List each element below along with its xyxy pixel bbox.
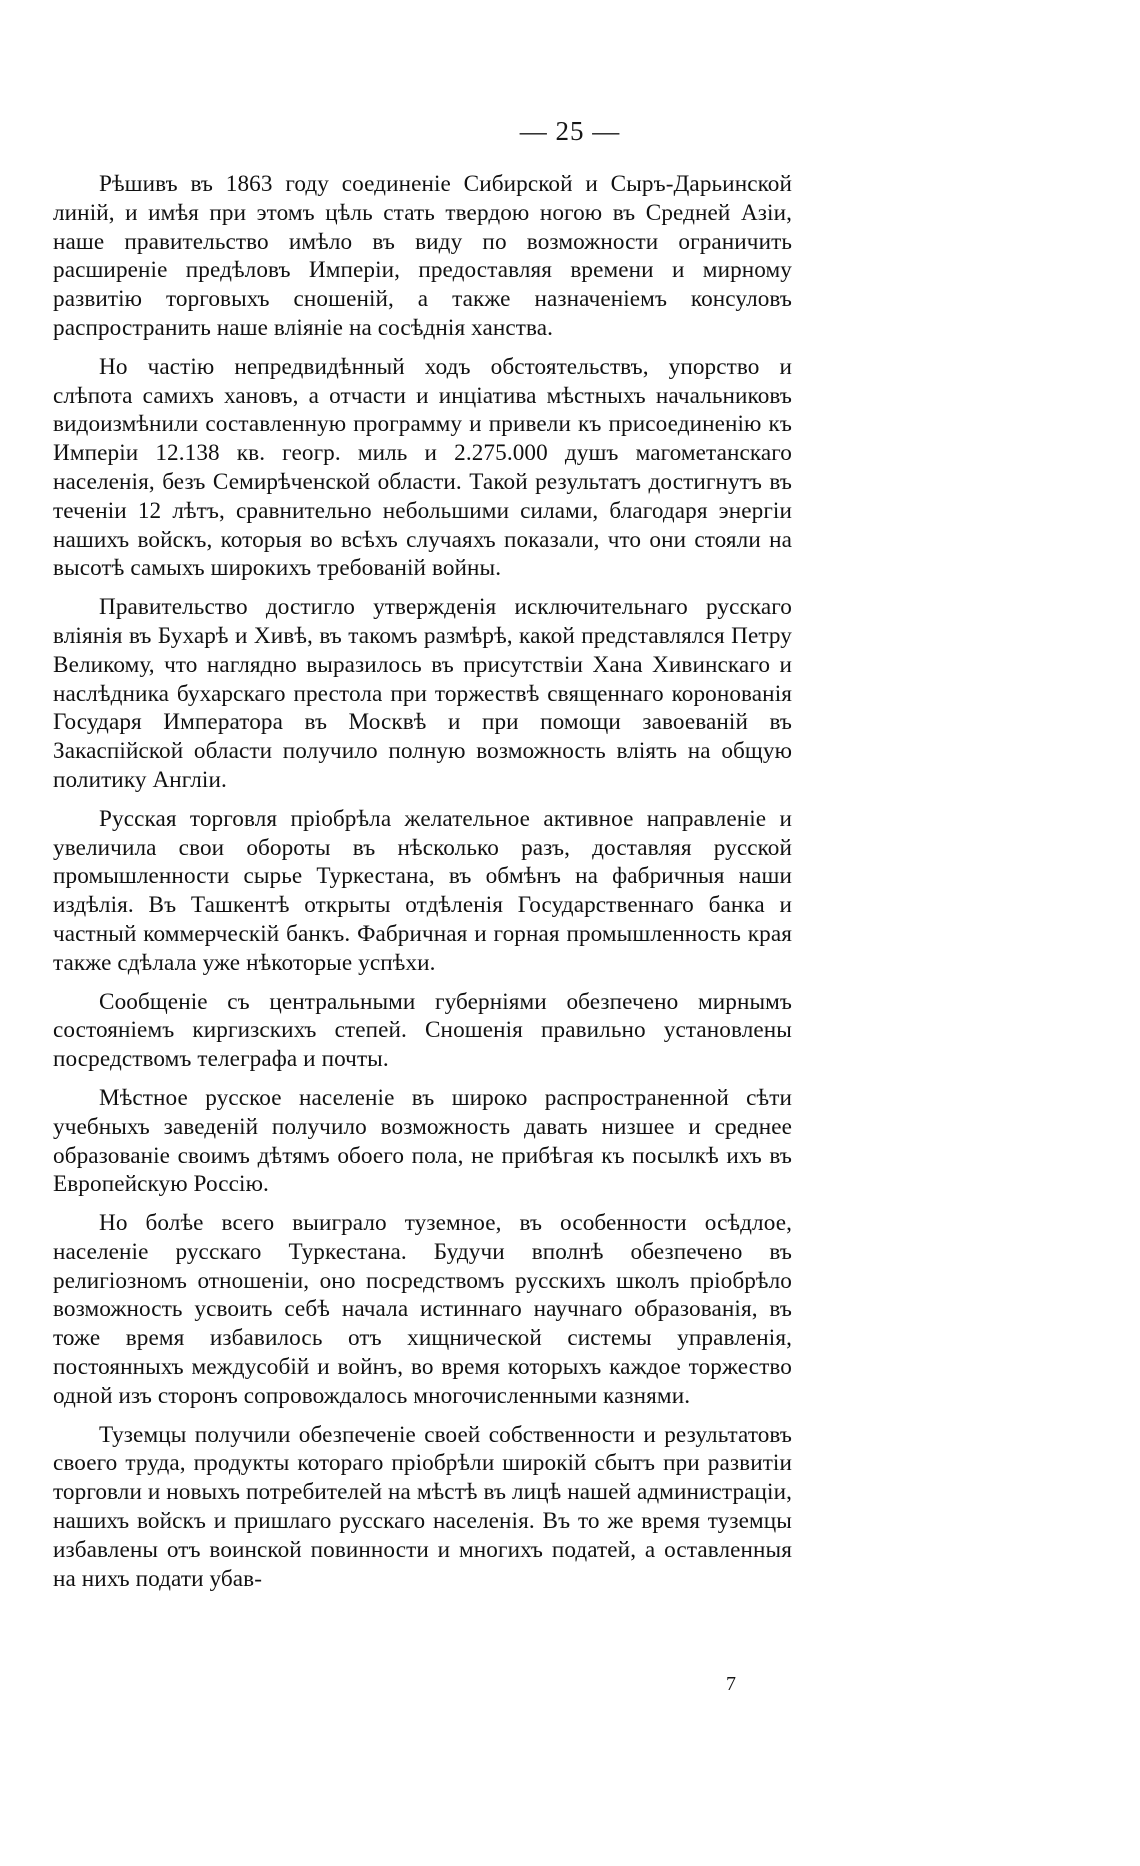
paragraph-3: Правительство достигло утвержденія исключительнаго русскаго вліянія въ Бухарѣ и Хивѣ, въ такомъ размѣрѣ, какой представлялся Петру Великому, что наглядно выразилось въ присутствіи Хана Хивинскаго и наслѣдника бухарскаго престола при торжествѣ священнаго коронованія Государя Императора въ Москвѣ и при помощи завоеваній въ Закаспійской области получило полную возможность вліять на общую политику Англіи. — [53, 594, 792, 793]
paragraph-2: Но частію непредвидѣнный ходъ обстоятельствъ, упорство и слѣпота самихъ хановъ, а отчасти и инціатива мѣстныхъ начальниковъ видоизмѣнили составленную программу и привели къ присоединенію къ Имперіи 12.138 кв. геогр. миль и 2.275.000 душъ магометанскаго населенія, безъ Семирѣченской области. Такой результатъ достигнутъ въ теченіи 12 лѣтъ, сравнительно небольшими силами, благодаря энергіи нашихъ войскъ, которыя во всѣхъ случаяхъ показали, что они стояли на высотѣ самыхъ широкихъ требованій войны. — [53, 353, 792, 582]
body-text — [53, 170, 792, 1603]
page-number: — 25 — — [519, 116, 621, 146]
paragraph-5: Сообщеніе съ центральными губерніями обезпечено мирнымъ состояніемъ киргизскихъ степей. Сношенія правильно установлены посредствомъ телеграфа и почты. — [53, 988, 792, 1073]
paragraph-7: Но болѣе всего выиграло туземное, въ особенности осѣдлое, населеніе русскаго Туркестана. Будучи вполнѣ обезпечено въ религіозномъ отношеніи, оно посредствомъ русскихъ школъ пріобрѣло возможность усвоить себѣ начала истиннаго научнаго образованія, въ тоже время избавилось отъ хищнической системы управленія, постоянныхъ междусобій и войнъ, во время которыхъ каждое торжество одной изъ сторонъ сопровождалось многочисленными казнями. — [53, 1210, 792, 1409]
paragraph-8: Туземцы получили обезпеченіе своей собственности и результатовъ своего труда, продукты котораго пріобрѣли широкій сбытъ при развитіи торговли и новыхъ потребителей на мѣстѣ въ лицѣ нашей администраціи, нашихъ войскъ и пришлаго русскаго населенія. Въ то же время туземцы избавлены отъ воинской повинности и многихъ податей, а оставленныя на нихъ подати убав- — [53, 1421, 792, 1592]
paragraph-1: Рѣшивъ въ 1863 году соединеніе Сибирской и Сыръ-Дарьинской линій, и имѣя при этомъ цѣль стать твердою ногою въ Средней Азіи, наше правительство имѣло въ виду по возможности ограничить расширеніе предѣловъ Имперіи, предоставляя времени и мирному развитію торговыхъ сношеній, а также назначеніемъ консуловъ распространить наше вліяніе на сосѣднія ханства. — [53, 171, 792, 341]
signature-mark: 7 — [726, 1673, 736, 1695]
paragraph-6: Мѣстное русское населеніе въ широко распространенной сѣти учебныхъ заведеній получило возможность давать низшее и среднее образованіе своимъ дѣтямъ обоего пола, не прибѣгая къ посылкѣ ихъ въ Европейскую Россію. — [53, 1084, 792, 1198]
paragraph-4: Русская торговля пріобрѣла желательное активное направленіе и увеличила свои обороты въ нѣсколько разъ, доставляя русской промышленности сырье Туркестана, въ обмѣнъ на фабричныя наши издѣлія. Въ Ташкентѣ открыты отдѣленія Государственнаго банка и частный коммерческій банкъ. Фабричная и горная промышленность края также сдѣлала уже нѣкоторые успѣхи. — [53, 805, 792, 976]
